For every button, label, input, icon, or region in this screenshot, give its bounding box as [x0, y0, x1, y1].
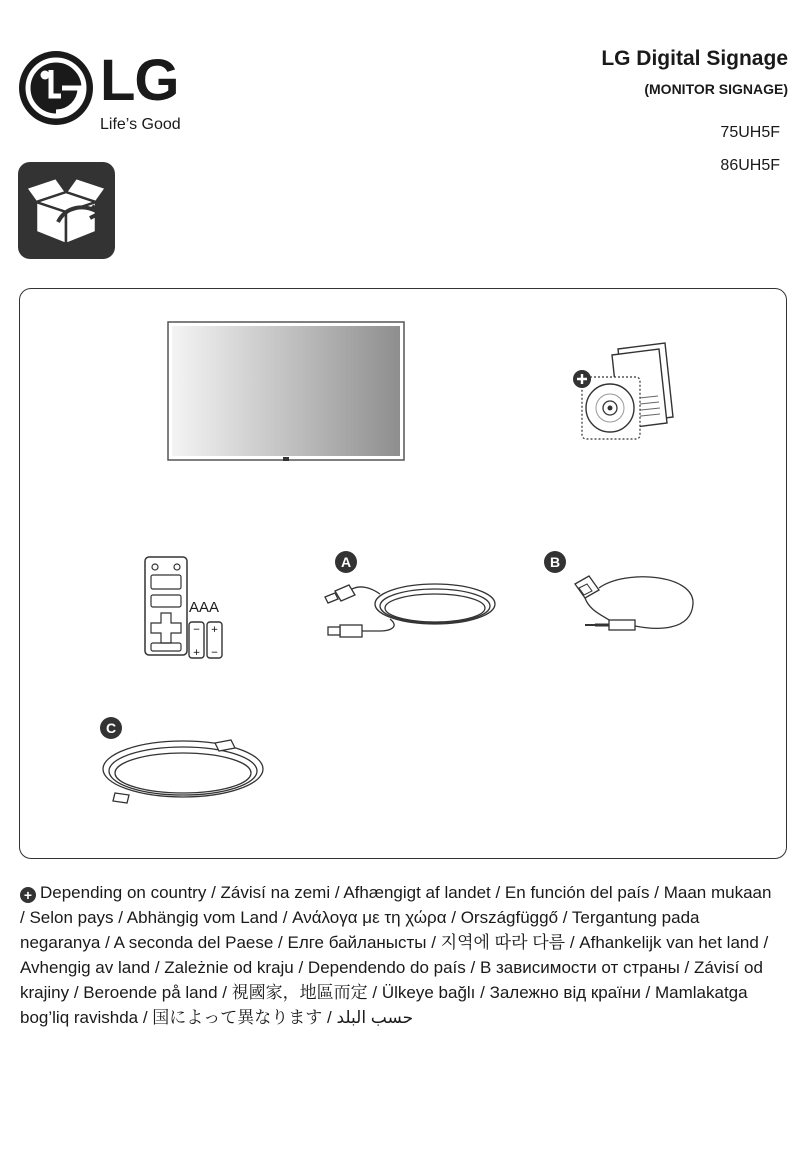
- logo-wordmark: LG: [100, 48, 179, 113]
- cable-c-illustration: [95, 729, 275, 819]
- components-box: [19, 288, 787, 859]
- model-number: 75UH5F: [720, 124, 780, 141]
- footnote-text: Depending on country / Závisí na zemi / Afhængigt af landet / En función del país / Maan mukaan / Selon pays / Abhängig vom Land / Ανάλογα με τη χώρα / Országfüggő / Tergantung pada negaranya / A seconda del Paese / Елге байланысты / 지역에 따라 다름 / Afhankelijk van het land / Avhengig av land / Zależnie od kraju / Dependendo do país / В зависимости от страны / Závisí od krajiny / Beroende på land / 視國家，地區而定 / Ülkeye bağlı / Залежно від країни / Mamlakatga bog’liq ravishda / 国によって異なります / حسب البلد: [20, 883, 772, 1027]
- cable-c-label: C: [105, 720, 117, 736]
- cable-b-label: B: [549, 554, 561, 570]
- battery-icon: [186, 619, 226, 661]
- logo-tagline: Life’s Good: [100, 116, 181, 133]
- manual-and-cd-illustration: [570, 339, 690, 449]
- unboxing-icon: [18, 162, 115, 259]
- monitor-illustration: [167, 321, 405, 463]
- footnote: [20, 880, 772, 1030]
- model-number: 86UH5F: [720, 157, 780, 174]
- cable-a-label: A: [340, 554, 352, 570]
- battery-type-label: AAA: [189, 599, 220, 616]
- document-subtitle: (MONITOR SIGNAGE): [644, 81, 788, 97]
- plus-icon: [573, 370, 591, 388]
- cable-b-illustration: [545, 564, 705, 654]
- svg-text:−: −: [210, 648, 219, 658]
- svg-text:+: +: [210, 625, 219, 635]
- document-title: LG Digital Signage: [601, 47, 788, 70]
- svg-text:+: +: [192, 648, 201, 658]
- cable-a-illustration: [310, 559, 500, 659]
- plus-icon: +: [20, 887, 36, 903]
- svg-text:−: −: [192, 625, 201, 635]
